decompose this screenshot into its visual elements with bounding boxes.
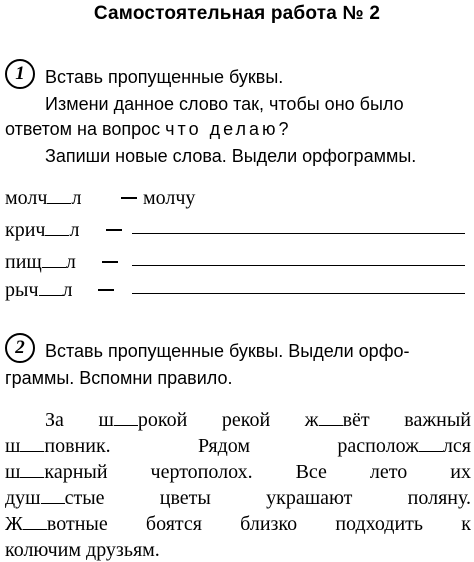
- word-3-blank: [42, 267, 66, 268]
- text-line-3: [5, 462, 471, 482]
- text-2-word-d: располож лся: [337, 435, 471, 457]
- task-1-number: 1: [15, 63, 25, 84]
- text-1-word-a: За: [45, 409, 64, 431]
- text-4-word-c: цветы: [159, 487, 211, 509]
- text-3-word-a: ш карный: [5, 461, 108, 483]
- text-5-word-d: близко: [240, 513, 298, 535]
- text-1-word-d: рекой: [221, 409, 271, 431]
- word-2-suffix: л: [69, 219, 80, 241]
- text-2-blank-2: [419, 451, 443, 452]
- word-4-suffix: л: [62, 279, 73, 301]
- text-line-1: [45, 410, 471, 430]
- task-1-instruction-1: Вставь пропущенные буквы.: [45, 67, 284, 87]
- page-title: Самостоятельная работа № 2: [93, 3, 381, 24]
- text-line-4: [5, 488, 471, 508]
- text-3-word-d: Все: [295, 461, 327, 483]
- text-3-word-c: чертополох.: [150, 461, 253, 483]
- text-4-word-e: поляну.: [407, 487, 471, 509]
- text-2-blank-1: [20, 451, 44, 452]
- text-1-word-e: ж вёт: [304, 409, 370, 431]
- text-3-word-e: лето: [369, 461, 408, 483]
- word-3-prefix: пищ: [5, 251, 42, 273]
- word-4-answer-line: [132, 293, 465, 294]
- word-2-dash: [106, 229, 122, 231]
- text-line-6: колючим друзьям.: [5, 539, 160, 561]
- text-3-word-f: их: [450, 461, 471, 483]
- text-2-word-c: Рядом: [198, 435, 251, 457]
- text-4-word-d: украшают: [266, 487, 353, 509]
- task-2-instruction-2: граммы. Вспомни правило.: [5, 368, 233, 388]
- text-4-word-a: душ стые: [5, 487, 105, 509]
- task-1-question-words: что делаю?: [165, 119, 292, 139]
- task-2-number: 2: [15, 337, 25, 358]
- task-2-instruction-1: Вставь пропущенные буквы. Выдели орфо-: [45, 341, 410, 361]
- word-4-prefix: рыч: [5, 279, 39, 301]
- text-5-word-a: Ж вотные: [5, 513, 108, 535]
- text-5-blank-1: [23, 529, 47, 530]
- word-4-blank: [39, 295, 63, 296]
- text-1-blank-2: [319, 425, 343, 426]
- task-1-number-badge: [5, 59, 35, 89]
- task-1-instruction-4: Запиши новые слова. Выдели орфограммы.: [45, 146, 417, 166]
- text-5-word-e: подходить: [335, 513, 424, 535]
- word-2-blank: [45, 235, 69, 236]
- word-row-3: [5, 252, 76, 272]
- text-4-blank-1: [41, 503, 65, 504]
- word-3-suffix: л: [65, 251, 76, 273]
- word-row-1: [5, 188, 81, 208]
- text-1-word-b: ш рокой: [98, 409, 188, 431]
- word-3-answer-line: [132, 265, 465, 266]
- task-1-instruction-2: Измени данное слово так, чтобы оно было: [45, 94, 404, 114]
- word-1-blank: [47, 203, 71, 204]
- word-row-4: [5, 280, 72, 300]
- task-2-number-badge: [5, 333, 35, 363]
- word-2-prefix: крич: [5, 219, 46, 241]
- task-1-instruction-3-text: ответом на вопрос: [5, 119, 161, 139]
- word-4-dash: [98, 289, 114, 291]
- word-1-prefix: молч: [5, 187, 48, 209]
- text-5-word-f: к: [461, 513, 471, 535]
- text-line-2: [5, 436, 471, 456]
- text-1-word-g: важный: [404, 409, 471, 431]
- word-1-dash: [121, 197, 137, 199]
- text-line-5: [5, 514, 471, 534]
- word-row-2: [5, 220, 79, 240]
- text-2-word-a: ш повник.: [5, 435, 111, 457]
- word-3-dash: [102, 261, 118, 263]
- text-1-blank-1: [114, 425, 138, 426]
- word-2-answer-line: [132, 233, 465, 234]
- word-1-answer: молчу: [143, 187, 196, 209]
- word-1-suffix: л: [71, 187, 82, 209]
- text-3-blank-1: [20, 477, 44, 478]
- task-1-instruction-3: [5, 120, 292, 138]
- text-5-word-c: боятся: [145, 513, 202, 535]
